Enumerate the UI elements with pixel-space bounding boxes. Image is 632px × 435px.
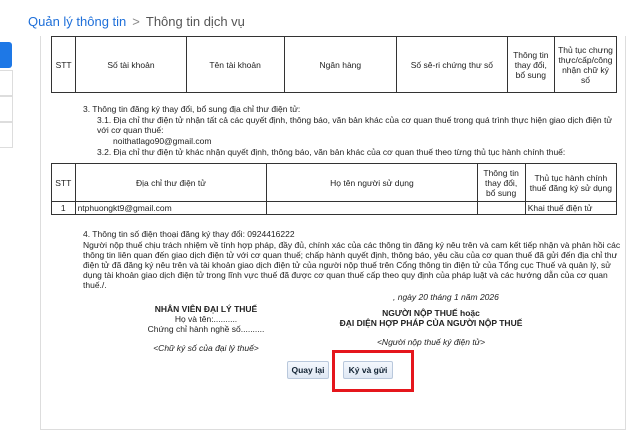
sidebar-item[interactable]	[0, 70, 13, 96]
bank-account-table	[51, 36, 617, 93]
table-header-cell: Số tài khoản	[76, 37, 186, 93]
table-header-cell: STT	[52, 37, 76, 93]
left-rail	[0, 38, 14, 158]
taxpayer-title-line1: NGƯỜI NỘP THUẾ hoặc	[382, 308, 480, 318]
table-cell: ntphuongkt9@gmail.com	[75, 202, 267, 215]
paragraph-line: thuế./.	[83, 280, 107, 290]
table-header-cell: Số sê-ri chứng thư số	[397, 37, 507, 93]
table-cell	[267, 202, 477, 215]
paragraph-line: thông tin liên quan đến giao dịch điện tử với cơ quan thuế; chấp hành quyết định, thông báo, yêu cầu của cơ quan thuế đã gửi đến địa chỉ thư	[83, 250, 618, 260]
taxpayer-title-line2: ĐẠI DIỆN HỢP PHÁP CỦA NGƯỜI NỘP THUẾ	[339, 318, 523, 328]
table-header-cell: Địa chỉ thư điện tử	[75, 164, 267, 202]
agent-certificate: Chứng chỉ hành nghề số..........	[147, 324, 265, 334]
sidebar-item[interactable]	[0, 122, 13, 148]
section3-item31: 3.1. Địa chỉ thư điện tử nhận tất cả các quyết định, thông báo, văn bản khác của cơ quan thuế trong quá trình thực hiện giao dịch điện tử	[97, 115, 613, 125]
breadcrumb	[28, 14, 245, 29]
commitment-paragraph	[83, 240, 623, 290]
table-header-row	[52, 164, 617, 202]
table-header-cell: Ngân hàng	[284, 37, 397, 93]
table-cell: 1	[52, 202, 76, 215]
email-table	[51, 163, 617, 215]
table-header-cell: Thủ tục chưng thực/cấp/công nhận chữ ký số	[554, 37, 616, 93]
section4-title: 4. Thông tin số điện thoại đăng ký thay đổi: 0924416222	[83, 229, 295, 239]
table-header-cell: Thủ tục hành chính thuế đăng ký sử dụng	[525, 164, 616, 202]
table-row	[52, 202, 617, 215]
agent-name: Họ và tên:..........	[174, 314, 238, 324]
agent-title: NHÂN VIÊN ĐẠI LÝ THUẾ	[154, 304, 258, 314]
table-header-cell: Thông tin thay đổi, bổ sung	[507, 37, 554, 93]
table-header-cell: Họ tên người sử dụng	[267, 164, 477, 202]
breadcrumb-parent-link[interactable]: Quản lý thông tin	[28, 14, 127, 29]
sidebar-item[interactable]	[0, 96, 13, 122]
breadcrumb-current: Thông tin dịch vụ	[145, 14, 245, 29]
paragraph-line: điện tử đã đăng ký nêu trên và tài khoản giao dịch điện tử của người nộp thuế trên Cổng thông tin điện tử của Tổng cục Thuế và quản lý, sử	[83, 260, 611, 270]
table-cell: Khai thuế điện tử	[525, 202, 616, 215]
agent-signature-block	[131, 304, 281, 353]
back-button[interactable]: Quay lại	[287, 361, 329, 379]
signature-date: , ngày 20 tháng 1 năm 2026	[393, 292, 499, 302]
table-header-cell: Thông tin thay đổi, bổ sung	[477, 164, 525, 202]
primary-email-value: noithatlago90@gmail.com	[113, 136, 212, 146]
sidebar-active-item[interactable]	[0, 42, 12, 68]
highlight-annotation	[332, 350, 414, 392]
paragraph-line: Người nộp thuế chịu trách nhiệm về tính hợp pháp, đầy đủ, chính xác của các thông tin đăng ký nêu trên và cam kết tiếp nhận và phản hồi các	[83, 240, 621, 250]
sign-and-submit-button[interactable]: Ký và gửi	[343, 361, 393, 379]
table-header-cell: STT	[52, 164, 76, 202]
section3-title: 3. Thông tin đăng ký thay đổi, bổ sung địa chỉ thư điện tử:	[83, 104, 301, 114]
paragraph-line: dụng tài khoản giao dịch điện tử trong lĩnh vực thuế đã được cơ quan thuế cấp theo quy định của pháp luật và các hướng dẫn của cơ quan	[83, 270, 608, 280]
agent-signature-placeholder: <Chữ ký số của đại lý thuế>	[153, 343, 259, 353]
section3-item32: 3.2. Địa chỉ thư điện tử khác nhận quyết định, thông báo, văn bản khác của cơ quan thuế theo từng thủ tục hành chính thuế:	[97, 147, 566, 157]
breadcrumb-separator: >	[132, 14, 140, 29]
table-header-row	[52, 37, 617, 93]
section3-item31-cont: với cơ quan thuế:	[97, 125, 164, 135]
table-cell	[477, 202, 525, 215]
taxpayer-signature-placeholder: <Người nộp thuế ký điện tử>	[376, 337, 486, 347]
taxpayer-signature-block	[321, 308, 541, 347]
table-header-cell: Tên tài khoản	[186, 37, 284, 93]
